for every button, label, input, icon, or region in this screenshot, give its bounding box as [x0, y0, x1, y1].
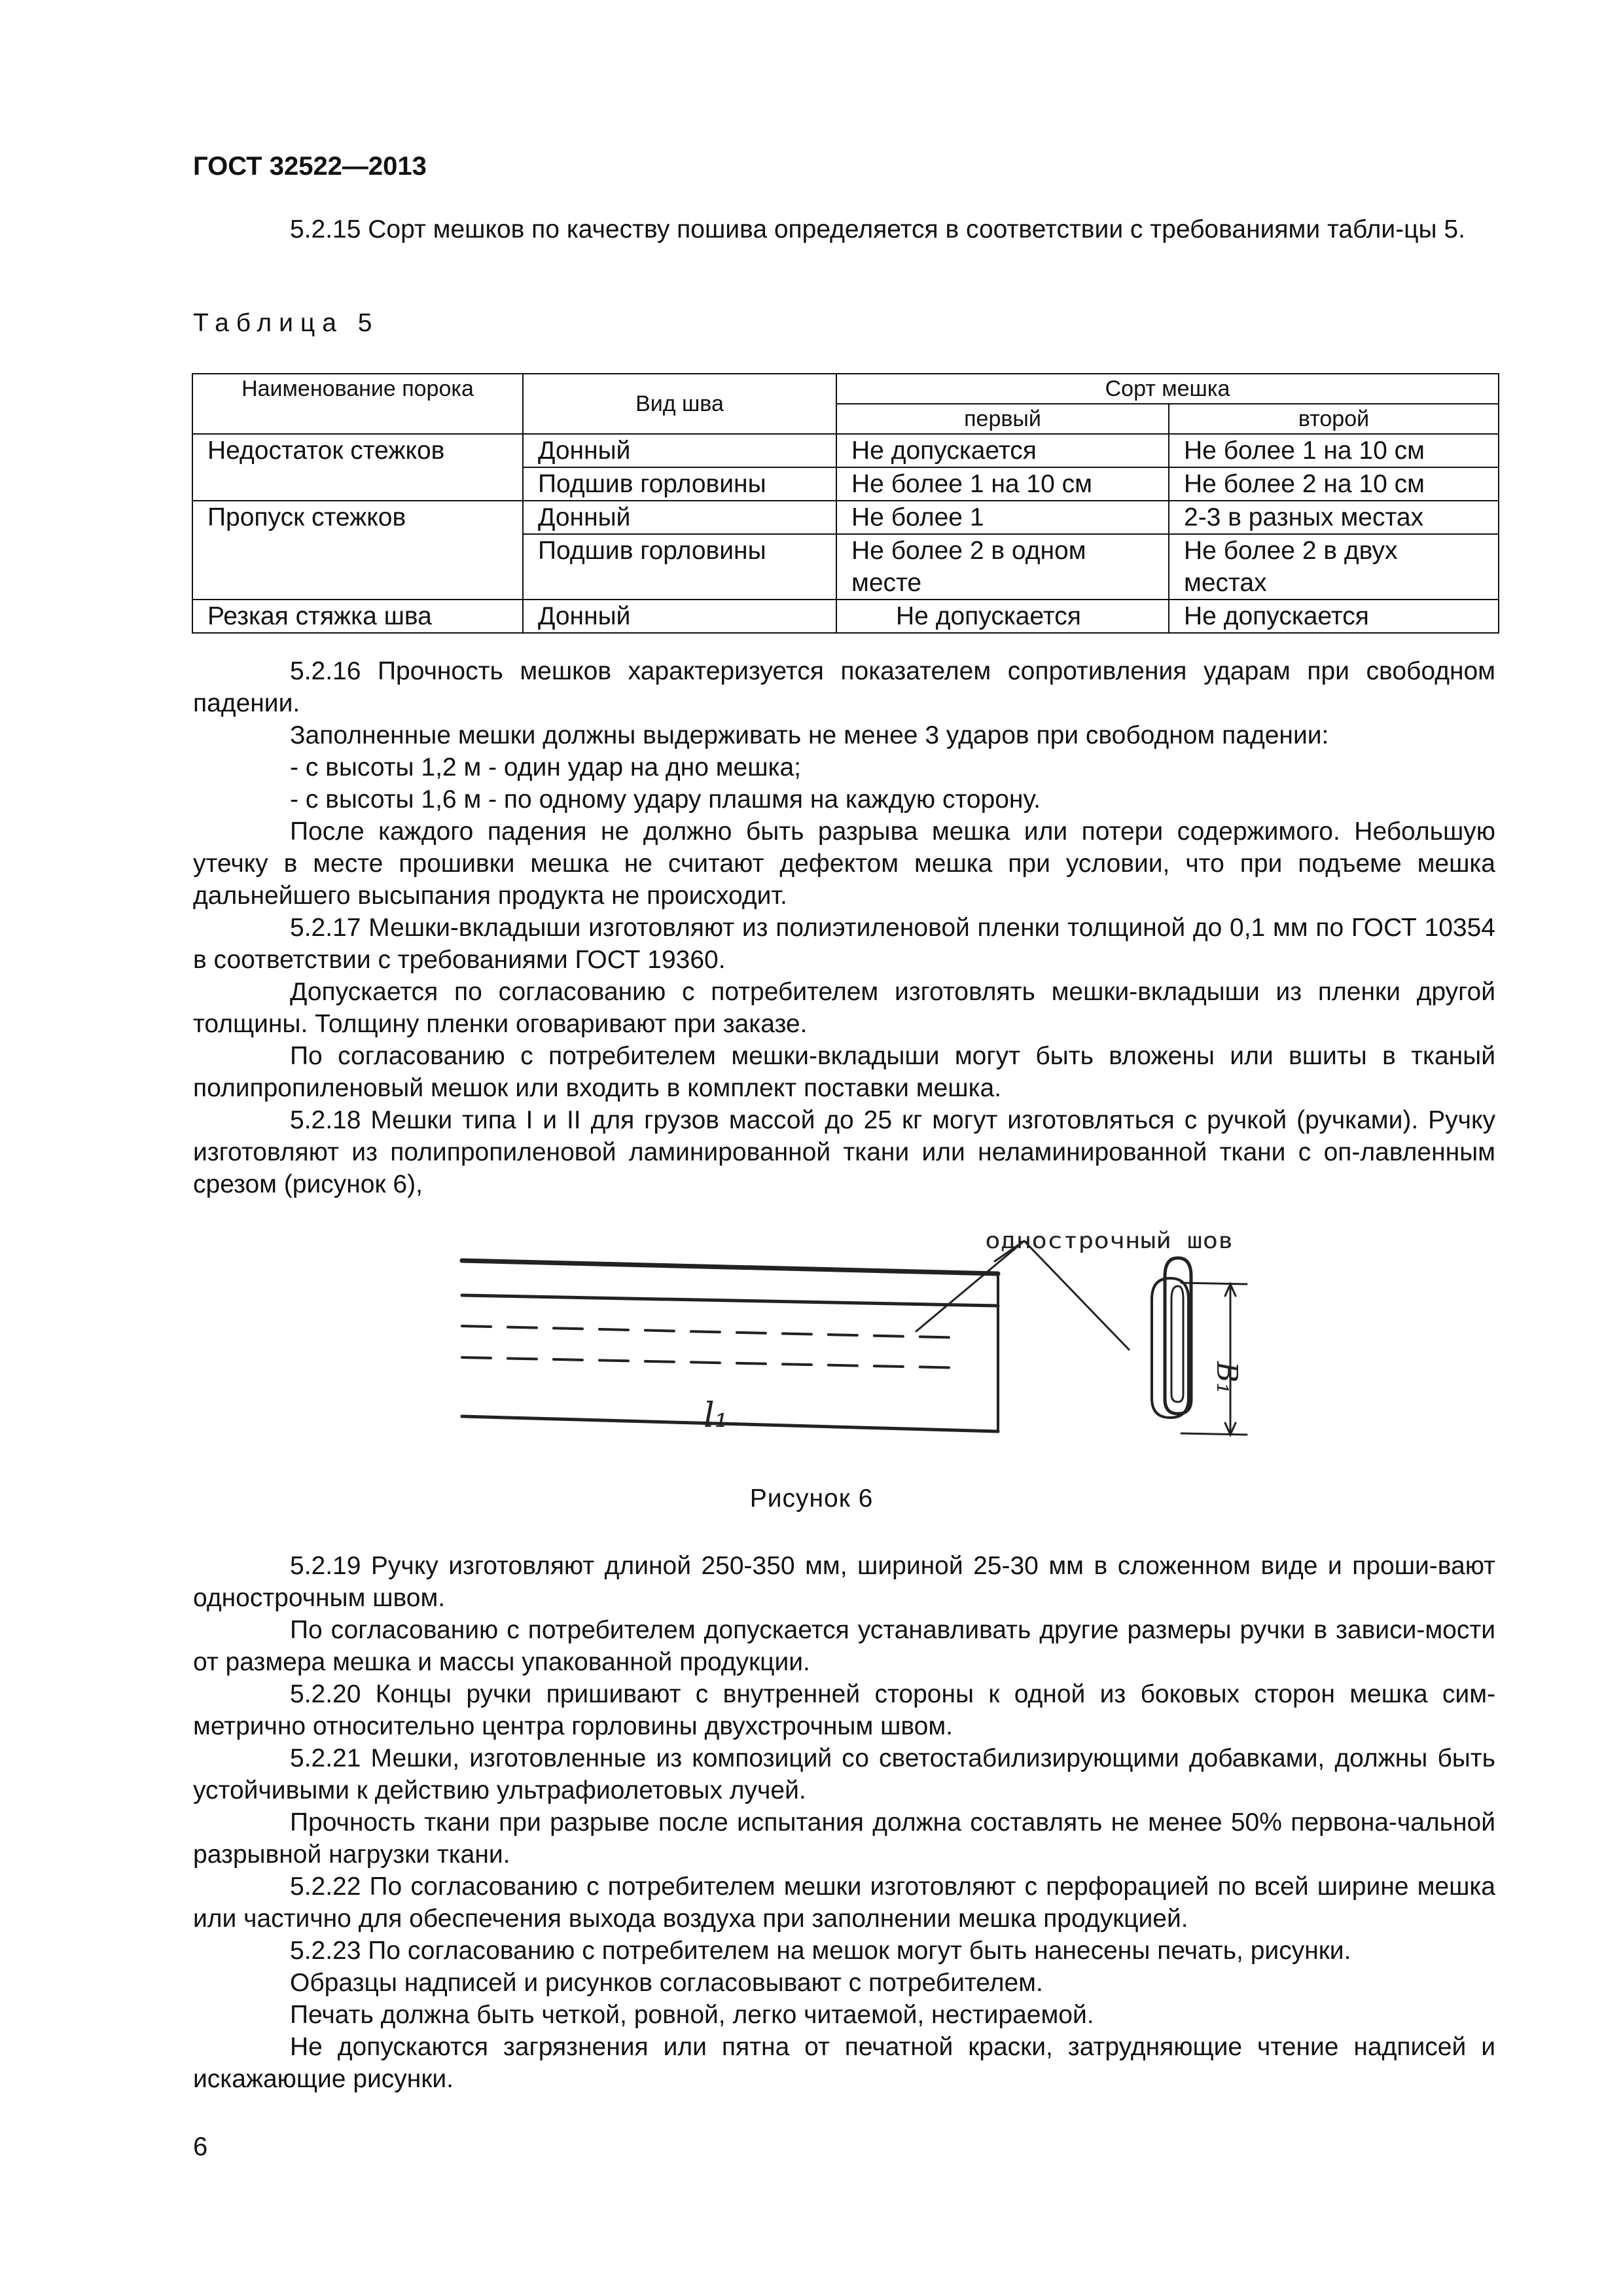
dimension-line — [1181, 1433, 1247, 1435]
document-code: ГОСТ 32522—2013 — [193, 152, 427, 181]
paragraph: Заполненные мешки должны выдерживать не менее 3 ударов при свободном падении: — [290, 721, 1329, 749]
paragraph: Прочность ткани при разрыве после испытания должна составлять не менее 50% первона-чальной разрывной нагрузки ткани. — [193, 1808, 1495, 1869]
header-grade: Сорт мешка — [836, 374, 1499, 404]
cell-seam: Донный — [523, 501, 836, 534]
cell-second: Не более 1 на 10 см — [1169, 434, 1499, 467]
header-first: первый — [836, 404, 1169, 434]
handle-section-inner — [1171, 1286, 1183, 1402]
cell-first: Не более 2 в одном месте — [836, 534, 1169, 600]
cell-first: Не более 1 на 10 см — [836, 467, 1169, 501]
figure-caption: Рисунок 6 — [749, 1484, 874, 1513]
paragraph-5-2-19: 5.2.19 Ручку изготовляют длиной 250-350 мм, шириной 25-30 мм в сложенном виде и проши-вают однострочным швом. — [193, 1552, 1495, 1612]
cell-second: Не более 2 в двух местах — [1169, 534, 1499, 600]
cell-seam: Донный — [523, 434, 836, 467]
paragraph: По согласованию с потребителем мешки-вкладыши могут быть вложены или вшиты в тканый полипропиленовый мешок или входить в комплект поставки мешка. — [193, 1042, 1495, 1102]
leader-line — [1024, 1241, 1129, 1350]
paragraph: После каждого падения не должно быть разрыва мешка или потери содержимого. Небольшую утечку в месте прошивки мешка не считают дефектом мешка при условии, что при подъеме мешка дальнейшего высыпания продукта не происходит. — [193, 817, 1495, 910]
cell-second: Не более 2 на 10 см — [1169, 467, 1499, 501]
handle-top-edge — [462, 1261, 998, 1274]
seam-line-2 — [462, 1357, 965, 1368]
length-label: l₁ — [704, 1396, 728, 1435]
handle-bottom-edge — [462, 1416, 998, 1431]
paragraph-5-2-20: 5.2.20 Концы ручки пришивают с внутренней стороны к одной из боковых сторон мешка сим-метрично относительно центра горловины двухстрочным швом. — [193, 1680, 1495, 1740]
cell-seam: Подшив горловины — [523, 467, 836, 501]
cell-seam: Донный — [523, 600, 836, 633]
leader-line — [916, 1241, 1024, 1331]
cell-first: Не допускается — [836, 600, 1169, 633]
cell-second: Не допускается — [1169, 600, 1499, 633]
list-item: - с высоты 1,2 м - один удар на дно мешка; — [290, 753, 801, 781]
width-label: B₁ — [1210, 1361, 1243, 1394]
table-caption: Таблица 5 — [193, 309, 380, 337]
paragraph-5-2-21: 5.2.21 Мешки, изготовленные из композиций со светостабилизирующими добавками, должны быть устойчивыми к действию ультрафиолетовых лучей. — [193, 1744, 1495, 1804]
paragraph: Образцы надписей и рисунков согласовывают с потребителем. — [290, 1969, 1043, 1997]
paragraph-5-2-15: 5.2.15 Сорт мешков по качеству пошива определяется в соответствии с требованиями табли-цы 5. — [290, 215, 1465, 243]
paragraph-5-2-23: 5.2.23 По согласованию с потребителем на мешок могут быть нанесены печать, рисунки. — [290, 1937, 1351, 1965]
page-number: 6 — [193, 2132, 208, 2161]
cell-first: Не допускается — [836, 434, 1169, 467]
header-defect: Наименование порока — [192, 374, 523, 434]
handle-fold-line — [462, 1295, 998, 1306]
paragraph-5-2-18: 5.2.18 Мешки типа I и II для грузов массой до 25 кг могут изготовляться с ручкой (ручками). Ручку изготовляют из полипропиленовой ламинированной ткани или неламинированной ткани с оп-лавленным срезом (рисунок 6), — [193, 1106, 1495, 1198]
paragraph: Печать должна быть четкой, ровной, легко читаемой, нестираемой. — [290, 2001, 1094, 2029]
dimension-line — [1181, 1283, 1247, 1284]
cell-defect: Недостаток стежков — [192, 434, 523, 467]
cell-defect: Пропуск стежков — [192, 501, 523, 534]
paragraph: По согласованию с потребителем допускается устанавливать другие размеры ручки в зависи-мости от размера мешка и массы упакованной продукции. — [193, 1616, 1495, 1676]
paragraph: Не допускаются загрязнения или пятна от печатной краски, затрудняющие чтение надписей и искажающие рисунки. — [193, 2033, 1495, 2093]
cell-seam: Подшив горловины — [523, 534, 836, 600]
cell-defect: Резкая стяжка шва — [192, 600, 523, 633]
paragraph: Допускается по согласованию с потребителем изготовлять мешки-вкладыши из пленки другой толщины. Толщину пленки оговаривают при заказе. — [193, 978, 1495, 1038]
cell-first: Не более 1 — [836, 501, 1169, 534]
paragraph-5-2-16: 5.2.16 Прочность мешков характеризуется показателем сопротивления ударам при свободном падении. — [193, 657, 1495, 717]
seam-label: однострочный шов — [985, 1228, 1234, 1254]
paragraph-5-2-22: 5.2.22 По согласованию с потребителем мешки изготовляют с перфорацией по всей ширине мешка или частично для обеспечения выхода воздуха при заполнении мешка продукцией. — [193, 1873, 1495, 1933]
seam-line-1 — [462, 1326, 965, 1338]
list-item: - с высоты 1,6 м - по одному удару плашмя на каждую сторону. — [290, 785, 1041, 814]
header-seam: Вид шва — [523, 374, 836, 434]
header-second: второй — [1169, 404, 1499, 434]
cell-second: 2-3 в разных местах — [1169, 501, 1499, 534]
paragraph-5-2-17: 5.2.17 Мешки-вкладыши изготовляют из полиэтиленовой пленки толщиной до 0,1 мм по ГОСТ 10354 в соответствии с требованиями ГОСТ 19360. — [193, 914, 1495, 974]
